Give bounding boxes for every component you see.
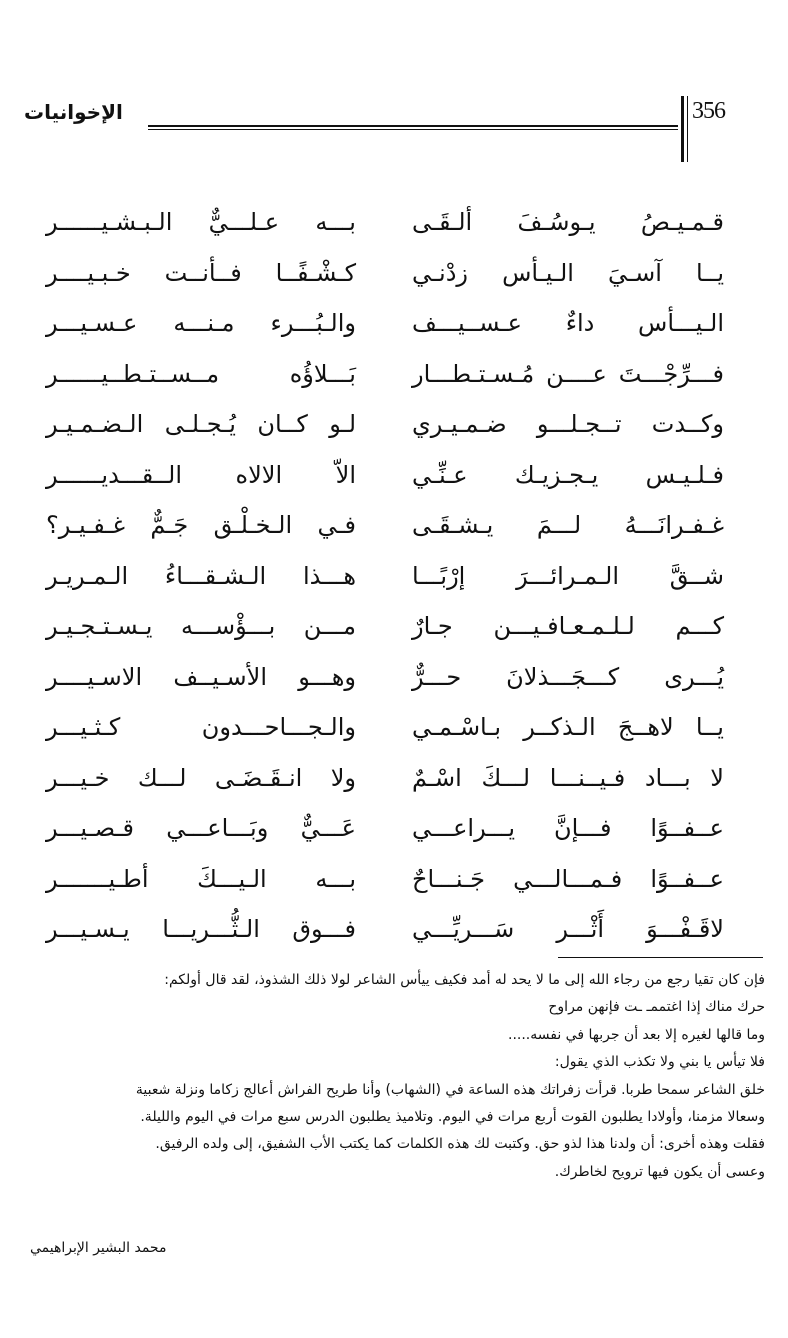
prose-line: فإن كان تقيا رجع من رجاء الله إلى ما لا يحد له أمد فكيف ييأس الشاعر لولا ذلك الشذوذ، لقد قال أولكم:: [164, 972, 765, 988]
verse-first-hemistich: فـلـيـس يـجـزيـك عـنِّـي: [412, 460, 724, 489]
poem: [0, 198, 788, 956]
verse-first-hemistich: قـمـيـصُ يـوسُـفَ ألـقَـى: [412, 208, 724, 236]
verse-row: [0, 754, 788, 805]
verse-second-hemistich: بَـــلاؤُه مــســتـطــيــــــر: [46, 359, 356, 388]
footnote-separator: [558, 957, 763, 958]
verse-row: [0, 400, 788, 451]
header-rule: [148, 125, 678, 130]
header-divider-thick: [681, 96, 684, 162]
verse-first-hemistich: شــقَّ الـمـرائـــرَ إرْبًـــا: [412, 561, 724, 590]
verse-first-hemistich: عــفــوًا فـــإنَّ يـــراعـــي: [412, 814, 724, 842]
verse-row: [0, 501, 788, 552]
verse-first-hemistich: الـيـــأس داءٌ عـســيـــف: [412, 309, 724, 337]
verse-row: [0, 451, 788, 502]
verse-first-hemistich: عــفــوًا فـمـــالـــي جَـنـــاحٌ: [412, 864, 724, 893]
verse-second-hemistich: مـــن بـــؤْســـه يـسـتـجـيـر: [46, 612, 356, 640]
prose-line: حرك مناك إذا اغتممـ ـت فإنهن مراوح: [548, 999, 765, 1016]
verse-second-hemistich: فـــوق الـثُّـــريـــا يـسـيـــر: [46, 915, 356, 943]
prose-line: وعسى أن يكون فيها ترويح لخاطرك.: [554, 1163, 765, 1180]
running-title: الإخوانيات: [24, 100, 123, 124]
verse-first-hemistich: يــا آسـيَ الـيـأس زدْنـي: [412, 258, 724, 287]
page-number: 356: [692, 98, 725, 124]
verse-row: [0, 905, 788, 956]
header-divider-thin: [687, 96, 688, 162]
verse-second-hemistich: ولا انـقَـضَـى لـــك خـيـــر: [46, 763, 356, 792]
verse-second-hemistich: بـــه الـيـــكَ أطـيـــــــر: [46, 864, 356, 893]
prose-line: فلا تيأس يا بني ولا تكذب الذي يقول:: [554, 1054, 765, 1071]
verse-first-hemistich: يــا لاهــجَ الـذكــر بـاسْـمـي: [412, 713, 724, 741]
prose-block: [30, 967, 765, 1186]
verse-second-hemistich: وهـــو الأسـيــف الاسـيــــر: [46, 662, 356, 691]
prose-line: وسعالا مزمنا، وأولادا يطلبون القوت أربع مرات في اليوم. وتلاميذ يطلبون الدرس سبع مرات في اليوم والليلة.: [140, 1109, 765, 1126]
verse-row: [0, 653, 788, 704]
verse-second-hemistich: عَـــيٌّ وبَـــاعـــي قـصـيـــر: [46, 814, 356, 842]
page-header: [0, 88, 788, 158]
verse-second-hemistich: هـــذا الـشـقـــاءُ الـمـريـر: [46, 561, 356, 590]
verse-row: [0, 299, 788, 350]
verse-first-hemistich: وكــدت تــجـلـــو ضـمـيـري: [412, 410, 724, 438]
verse-row: [0, 249, 788, 300]
verse-row: [0, 350, 788, 401]
prose-line: وما قالها لغيره إلا بعد أن جربها في نفسه.....: [508, 1026, 765, 1043]
verse-second-hemistich: والـجـــاحـــدون كـثـيـــر: [46, 713, 356, 741]
verse-first-hemistich: غـفـرانَـــهُ لـــمَ يـشـقَـى: [412, 511, 724, 539]
verse-second-hemistich: فـي الـخـلْـق جَـمٌّ غـفـيـر؟: [46, 511, 356, 539]
verse-row: [0, 552, 788, 603]
verse-first-hemistich: يُـــرى كـــجَـــذلانَ حـــرٌّ: [412, 662, 724, 691]
verse-first-hemistich: فـــرِّجْـــتَ عــــن مُـسـتـطـــار: [412, 359, 724, 388]
verse-first-hemistich: لاقَـفْـــوَ أَثْـــر سَـــريِّـــي: [412, 915, 724, 943]
verse-second-hemistich: كـشْـفًــا فــأنــت خـبـيــــر: [46, 258, 356, 287]
prose-line: فقلت وهذه أخرى: أن ولدنا هذا لذو حق. وكتبت لك هذه الكلمات كما يكتب الأب الشفيق، إلى ولده الرفيق.: [155, 1136, 765, 1153]
verse-row: [0, 804, 788, 855]
verse-second-hemistich: والـبُـــرء مـنـــه عـسـيـــر: [46, 309, 356, 337]
verse-row: [0, 855, 788, 906]
verse-second-hemistich: الاّ الالاه الــقـــديــــــر: [46, 460, 356, 489]
prose-line: خلق الشاعر سمحا طربا. قرأت زفراتك هذه الساعة في (الشهاب) وأنا طريح الفراش أعالج زكاما ونزلة شعبية: [135, 1081, 765, 1098]
verse-second-hemistich: لـو كــان يُـجـلـى الـضـمـيـر: [46, 410, 356, 438]
verse-first-hemistich: كـــم لـلـمـعـافـيـــن جـارٌ: [412, 612, 724, 640]
verse-first-hemistich: لا بـــاد فـيــنـــا لـــكَ اسْـمٌ: [412, 763, 724, 792]
verse-row: [0, 703, 788, 754]
verse-row: [0, 198, 788, 249]
author-signature: محمد البشير الإبراهيمي: [30, 1240, 167, 1256]
verse-row: [0, 602, 788, 653]
verse-second-hemistich: بـــه عـلـــيٌّ الـبـشـيــــــر: [46, 208, 356, 236]
